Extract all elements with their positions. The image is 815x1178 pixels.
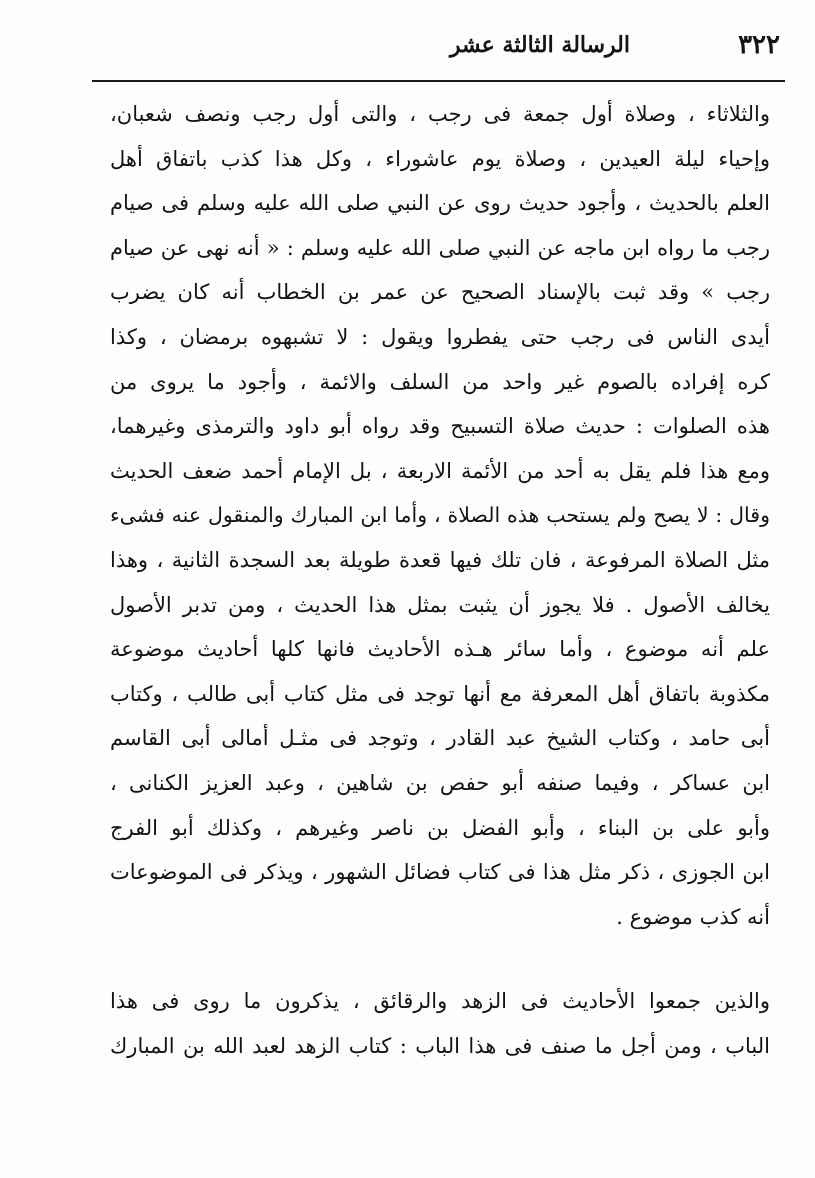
text-line: مثل الصلاة المرفوعة ، فان تلك فيها قعدة طويلة بعد السجدة الثانية ، وهذا <box>110 547 770 572</box>
text-line: يخالف الأصول . فلا يجوز أن يثبت بمثل هذا الحديث ، ومن تدبر الأصول <box>110 592 770 617</box>
text-line: والثلاثاء ، وصلاة أول جمعة فى رجب ، والتى أول رجب ونصف شعبان، <box>110 102 770 126</box>
text-line: أيدى الناس فى رجب حتى يفطروا ويقول : لا تشبهوه برمضان ، وكذا <box>110 324 770 349</box>
text-line: كره إفراده بالصوم غير واحد من السلف والائمة ، وأجود ما يروى من <box>110 369 770 394</box>
text-line: مكذوبة باتفاق أهل المعرفة مع أنها توجد فى مثل كتاب أبى طالب ، وكتاب <box>110 681 770 706</box>
text-line: رجب » وقد ثبت بالإسناد الصحيح عن عمر بن الخطاب أنه كان يضرب <box>110 280 770 305</box>
page-number: ٣٢٢ <box>738 30 780 60</box>
header-rule <box>92 80 785 82</box>
text-line: أنه كذب موضوع . <box>616 904 770 929</box>
text-line: وأبو على بن البناء ، وأبو الفضل بن ناصر وغيرهم ، وكذلك أبو الفرج <box>110 815 770 840</box>
text-line: ابن الجوزى ، ذكر مثل هذا فى كتاب فضائل الشهور ، ويذكر فى الموضوعات <box>110 860 770 885</box>
text-line: ابن عساكر ، وفيما صنفه أبو حفص بن شاهين ، وعبد العزيز الكنانى ، <box>110 770 770 795</box>
text-line: ومع هذا فلم يقل به أحد من الأئمة الاربعة ، بل الإمام أحمد ضعف الحديث <box>110 458 770 483</box>
page-header <box>100 28 780 72</box>
paragraph-2 <box>110 979 770 1068</box>
paragraph-gap <box>110 939 770 979</box>
text-line: والذين جمعوا الأحاديث فى الزهد والرقائق ، يذكرون ما روى فى هذا <box>110 989 770 1014</box>
text-line: الباب ، ومن أجل ما صنف فى هذا الباب : كتاب الزهد لعبد الله بن المبارك <box>110 1033 770 1058</box>
text-line: علم أنه موضوع ، وأما سائر هـذه الأحاديث فانها كلها أحاديث موضوعة <box>110 637 770 662</box>
body-text <box>110 92 770 1068</box>
text-line: رجب ما رواه ابن ماجه عن النبي صلى الله عليه وسلم : « أنه نهى عن صيام <box>110 235 770 260</box>
text-line: أبى حامد ، وكتاب الشيخ عبد القادر ، وتوجد فى مثـل أمالى أبى القاسم <box>110 726 770 751</box>
text-line: العلم بالحديث ، وأجود حديث روى عن النبي صلى الله عليه وسلم فى صيام <box>110 191 770 216</box>
paragraph-1 <box>110 92 770 939</box>
running-title: الرسالة الثالثة عشر <box>449 32 630 58</box>
text-line: وإحياء ليلة العيدين ، وصلاة يوم عاشوراء ، وكل هذا كذب باتفاق أهل <box>110 146 770 171</box>
text-line: هذه الصلوات : حديث صلاة التسبيح وقد رواه أبو داود والترمذى وغيرهما، <box>110 414 770 439</box>
text-line: وقال : لا يصح ولم يستحب هذه الصلاة ، وأما ابن المبارك والمنقول عنه فشىء <box>110 503 770 528</box>
